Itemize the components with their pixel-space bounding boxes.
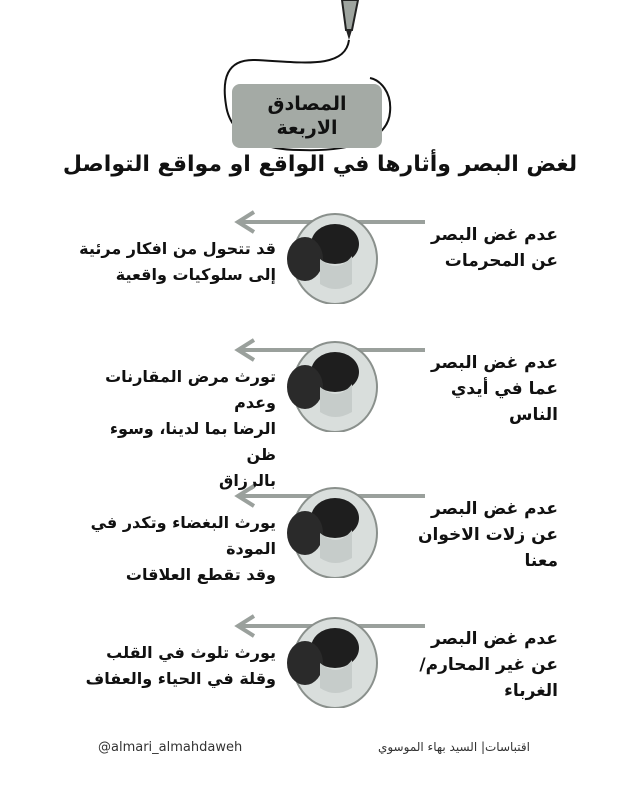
cause-line: معنا bbox=[524, 551, 558, 571]
item-row-3 bbox=[0, 496, 640, 616]
item-row-2 bbox=[0, 350, 640, 490]
veiled-woman-figure-icon bbox=[280, 332, 380, 432]
quote-credit: اقتباسات| السيد بهاء الموسوي bbox=[377, 740, 530, 754]
cause-text bbox=[408, 626, 558, 704]
veiled-woman-figure-icon bbox=[280, 478, 380, 578]
cause-line: عدم غض البصر bbox=[430, 629, 558, 649]
effect-line: وقلة في الحياء والعفاف bbox=[85, 669, 276, 688]
effect-line: تورث مرض المقارنات وعدم bbox=[105, 367, 276, 412]
cause-text bbox=[408, 350, 558, 428]
cause-text bbox=[408, 496, 558, 574]
veiled-woman-figure-icon bbox=[280, 204, 380, 304]
effect-text bbox=[76, 510, 276, 588]
effect-line: بالرزاق bbox=[219, 471, 276, 490]
item-row-4 bbox=[0, 626, 640, 746]
effect-text bbox=[76, 364, 276, 494]
cause-line: الغرباء bbox=[504, 681, 558, 701]
cause-line: عن المحرمات bbox=[444, 251, 558, 271]
cause-line: عدم غض البصر bbox=[430, 353, 558, 373]
effect-line: يورث البغضاء وتكدر في المودة bbox=[90, 513, 276, 558]
cause-line: عدم غض البصر bbox=[430, 225, 558, 245]
effect-line: قد تتحول من افكار مرئية bbox=[79, 239, 276, 258]
cause-line: عن غير المحارم/ bbox=[419, 655, 558, 675]
effect-line: يورث تلوث في القلب bbox=[106, 643, 276, 662]
social-handle: @almari_almahdaweh bbox=[98, 740, 243, 755]
page-subtitle: لغض البصر وأثارها في الواقع او مواقع التواصل bbox=[62, 152, 578, 177]
effect-line: الرضا بما لدينا، وسوء ظن bbox=[109, 419, 276, 464]
effect-line: إلى سلوكيات واقعية bbox=[115, 265, 276, 284]
effect-text bbox=[76, 236, 276, 288]
effect-line: وقد تقطع العلاقات bbox=[125, 565, 276, 584]
item-row-1 bbox=[0, 222, 640, 342]
title-line-1: المصادق bbox=[267, 93, 347, 115]
cause-text bbox=[408, 222, 558, 274]
title-line-2: الاربعة bbox=[276, 117, 338, 139]
title-box bbox=[232, 84, 382, 148]
effect-text bbox=[76, 640, 276, 692]
cause-line: عدم غض البصر bbox=[430, 499, 558, 519]
veiled-woman-figure-icon bbox=[280, 608, 380, 708]
cause-line: عن زلات الاخوان bbox=[417, 525, 558, 545]
cause-line: عما في أيدي الناس bbox=[450, 379, 558, 425]
